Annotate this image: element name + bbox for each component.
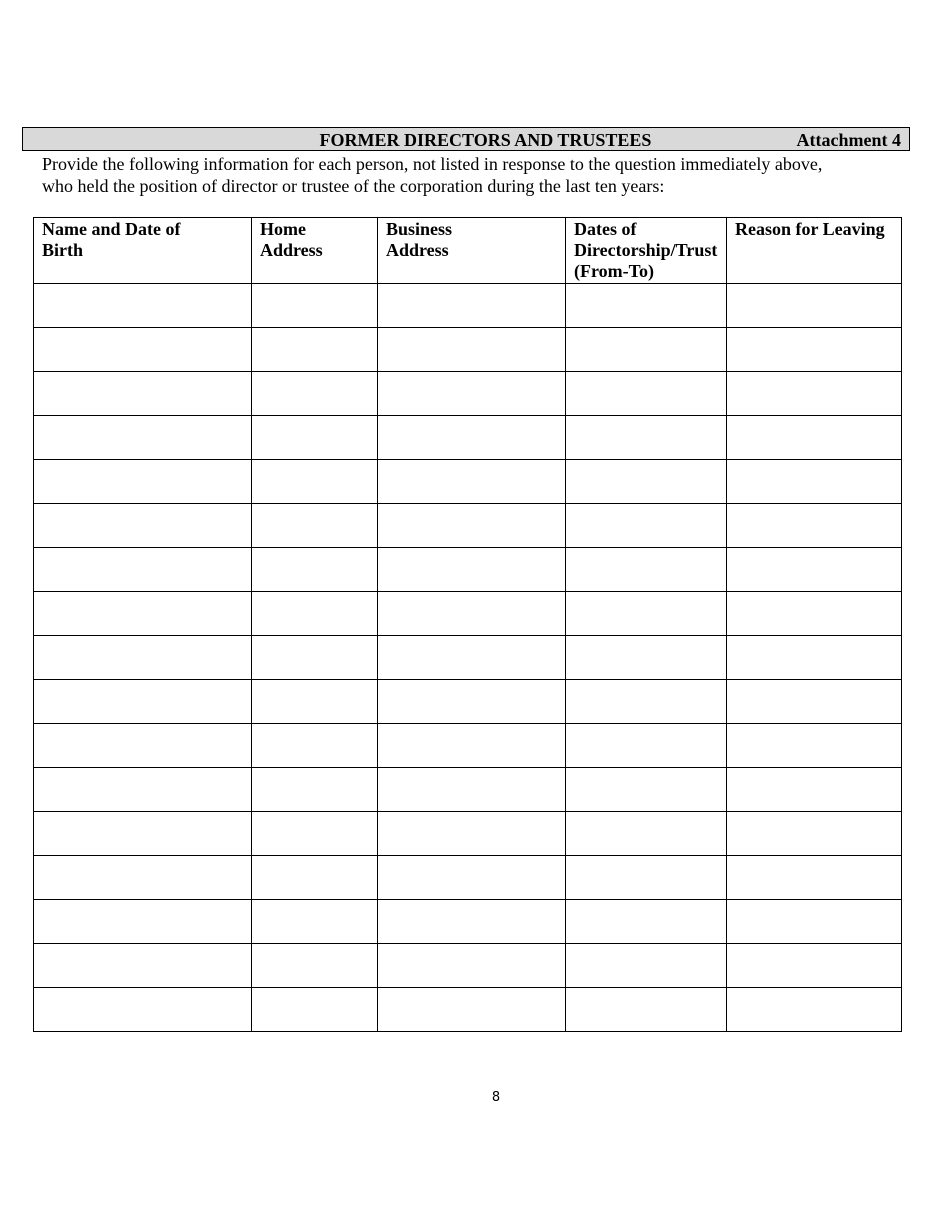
table-header-row (34, 218, 902, 284)
table-row (34, 284, 902, 328)
business-address-cell[interactable] (378, 416, 566, 460)
business-address-cell[interactable] (378, 856, 566, 900)
header-text-line: Birth (42, 240, 84, 260)
reason-cell[interactable] (727, 372, 902, 416)
reason-cell[interactable] (727, 416, 902, 460)
reason-cell[interactable] (727, 592, 902, 636)
column-header-dates (566, 218, 727, 284)
business-address-cell[interactable] (378, 504, 566, 548)
home-address-cell[interactable] (252, 548, 378, 592)
business-address-cell[interactable] (378, 636, 566, 680)
table-row (34, 812, 902, 856)
business-address-cell[interactable] (378, 548, 566, 592)
business-address-cell[interactable] (378, 900, 566, 944)
header-text-line: Business (386, 219, 453, 239)
table-row (34, 460, 902, 504)
business-address-cell[interactable] (378, 768, 566, 812)
name-dob-cell[interactable] (34, 460, 252, 504)
table-row (34, 724, 902, 768)
reason-cell[interactable] (727, 504, 902, 548)
business-address-cell[interactable] (378, 284, 566, 328)
name-dob-cell[interactable] (34, 548, 252, 592)
header-text-line: Address (260, 240, 323, 260)
column-header-reason (727, 218, 902, 284)
table-row (34, 988, 902, 1032)
header-text-line: Name and Date of (42, 219, 181, 239)
table-row (34, 592, 902, 636)
table-row (34, 900, 902, 944)
dates-cell[interactable] (566, 504, 727, 548)
attachment-label: Attachment 4 (796, 130, 901, 150)
dates-cell[interactable] (566, 944, 727, 988)
dates-cell[interactable] (566, 372, 727, 416)
business-address-cell[interactable] (378, 812, 566, 856)
table-row (34, 416, 902, 460)
home-address-cell[interactable] (252, 724, 378, 768)
name-dob-cell[interactable] (34, 416, 252, 460)
home-address-cell[interactable] (252, 592, 378, 636)
reason-cell[interactable] (727, 768, 902, 812)
column-header-name-dob (34, 218, 252, 284)
reason-cell[interactable] (727, 328, 902, 372)
dates-cell[interactable] (566, 548, 727, 592)
home-address-cell[interactable] (252, 812, 378, 856)
header-text-line: Address (386, 240, 449, 260)
reason-cell[interactable] (727, 548, 902, 592)
dates-cell[interactable] (566, 460, 727, 504)
name-dob-cell[interactable] (34, 284, 252, 328)
home-address-cell[interactable] (252, 768, 378, 812)
name-dob-cell[interactable] (34, 812, 252, 856)
home-address-cell[interactable] (252, 988, 378, 1032)
table-row (34, 504, 902, 548)
business-address-cell[interactable] (378, 372, 566, 416)
home-address-cell[interactable] (252, 328, 378, 372)
dates-cell[interactable] (566, 856, 727, 900)
home-address-cell[interactable] (252, 900, 378, 944)
name-dob-cell[interactable] (34, 724, 252, 768)
name-dob-cell[interactable] (34, 636, 252, 680)
name-dob-cell[interactable] (34, 372, 252, 416)
name-dob-cell[interactable] (34, 988, 252, 1032)
home-address-cell[interactable] (252, 856, 378, 900)
column-header-business-address (378, 218, 566, 284)
table-body (34, 284, 902, 1032)
former-directors-table (33, 217, 902, 1032)
reason-cell[interactable] (727, 460, 902, 504)
table-row (34, 328, 902, 372)
home-address-cell[interactable] (252, 416, 378, 460)
name-dob-cell[interactable] (34, 856, 252, 900)
dates-cell[interactable] (566, 680, 727, 724)
business-address-cell[interactable] (378, 460, 566, 504)
dates-cell[interactable] (566, 900, 727, 944)
reason-cell[interactable] (727, 724, 902, 768)
business-address-cell[interactable] (378, 592, 566, 636)
header-text-line: Reason for Leaving (735, 219, 885, 239)
header-text-line: (From-To) (574, 261, 654, 281)
name-dob-cell[interactable] (34, 504, 252, 548)
business-address-cell[interactable] (378, 724, 566, 768)
name-dob-cell[interactable] (34, 944, 252, 988)
dates-cell[interactable] (566, 724, 727, 768)
header-text-line: Home (260, 219, 306, 239)
section-title-bar (22, 127, 910, 151)
dates-cell[interactable] (566, 768, 727, 812)
table-row (34, 636, 902, 680)
reason-cell[interactable] (727, 944, 902, 988)
reason-cell[interactable] (727, 988, 902, 1032)
table-row (34, 680, 902, 724)
reason-cell[interactable] (727, 900, 902, 944)
home-address-cell[interactable] (252, 460, 378, 504)
home-address-cell[interactable] (252, 680, 378, 724)
business-address-cell[interactable] (378, 680, 566, 724)
reason-cell[interactable] (727, 284, 902, 328)
dates-cell[interactable] (566, 416, 727, 460)
name-dob-cell[interactable] (34, 328, 252, 372)
section-title: FORMER DIRECTORS AND TRUSTEES (319, 130, 652, 150)
instructions-line-1: Provide the following information for each person, not listed in response to the question immediately above, (42, 154, 823, 174)
home-address-cell[interactable] (252, 944, 378, 988)
table-row (34, 372, 902, 416)
column-header-home-address (252, 218, 378, 284)
home-address-cell[interactable] (252, 284, 378, 328)
header-text-line: Directorship/Trust (574, 240, 718, 260)
table-row (34, 944, 902, 988)
reason-cell[interactable] (727, 856, 902, 900)
home-address-cell[interactable] (252, 372, 378, 416)
name-dob-cell[interactable] (34, 768, 252, 812)
business-address-cell[interactable] (378, 988, 566, 1032)
reason-cell[interactable] (727, 636, 902, 680)
name-dob-cell[interactable] (34, 680, 252, 724)
dates-cell[interactable] (566, 812, 727, 856)
home-address-cell[interactable] (252, 504, 378, 548)
instructions (42, 153, 902, 197)
home-address-cell[interactable] (252, 636, 378, 680)
business-address-cell[interactable] (378, 944, 566, 988)
dates-cell[interactable] (566, 284, 727, 328)
dates-cell[interactable] (566, 592, 727, 636)
page-number: 8 (491, 1090, 501, 1105)
table-row (34, 548, 902, 592)
table-row (34, 768, 902, 812)
name-dob-cell[interactable] (34, 900, 252, 944)
dates-cell[interactable] (566, 328, 727, 372)
business-address-cell[interactable] (378, 328, 566, 372)
dates-cell[interactable] (566, 636, 727, 680)
table-row (34, 856, 902, 900)
reason-cell[interactable] (727, 812, 902, 856)
instructions-line-2: who held the position of director or trustee of the corporation during the last ten years: (42, 176, 665, 196)
name-dob-cell[interactable] (34, 592, 252, 636)
header-text-line: Dates of (574, 219, 637, 239)
reason-cell[interactable] (727, 680, 902, 724)
dates-cell[interactable] (566, 988, 727, 1032)
